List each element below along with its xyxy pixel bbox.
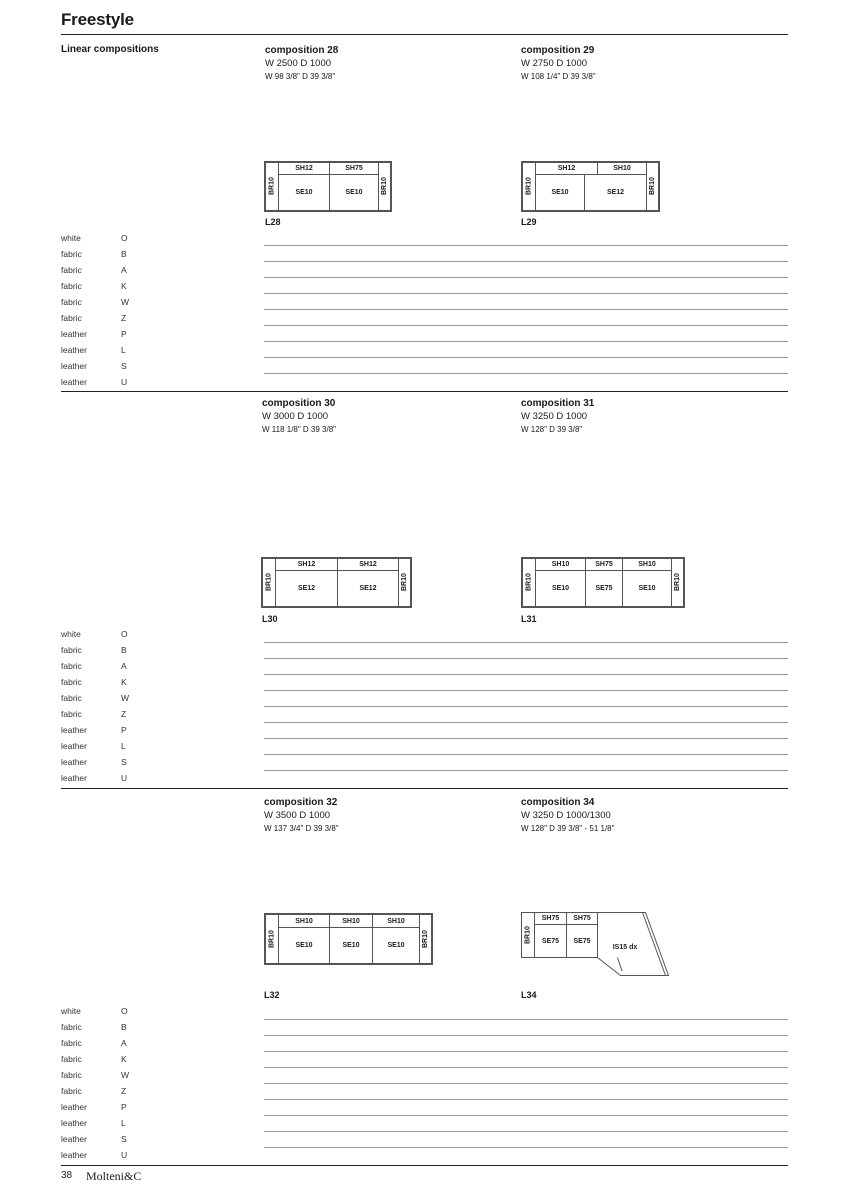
finish-code: Z (121, 313, 127, 323)
composition-imperial: W 108 1/4" D 39 3/8" (521, 72, 596, 81)
finish-line (264, 277, 788, 278)
finish-code: O (121, 629, 128, 639)
composition-imperial: W 128" D 39 3/8" - 51 1/8" (521, 824, 615, 833)
finish-code: L (121, 1118, 126, 1128)
finish-line (264, 373, 788, 374)
finish-line (264, 245, 788, 246)
back-cushion: SH75 (329, 162, 379, 175)
seat-cushion: SE10 (372, 927, 420, 964)
finish-code: P (121, 725, 127, 735)
arm-left: BR10 (524, 926, 532, 944)
finish-material: fabric (61, 1070, 82, 1080)
composition-code: L34 (521, 990, 537, 1000)
block-rule (61, 391, 788, 392)
composition-metric: W 2500 D 1000 (265, 58, 332, 69)
composition-34-info (521, 796, 614, 835)
finish-code: O (121, 233, 128, 243)
block-rule (61, 788, 788, 789)
composition-name: composition 32 (264, 797, 338, 808)
finish-line (264, 309, 788, 310)
finish-code: A (121, 265, 127, 275)
composition-name: composition 30 (262, 398, 336, 409)
back-cushion: SH10 (535, 558, 586, 571)
composition-imperial: W 118 1/8" D 39 3/8" (262, 425, 337, 434)
seat-cushion: SE75 (541, 937, 560, 945)
composition-metric: W 2750 D 1000 (521, 58, 588, 69)
finish-line (264, 674, 788, 675)
finish-line (264, 738, 788, 739)
finish-material: leather (61, 725, 87, 735)
finish-material: fabric (61, 677, 82, 687)
finish-line (264, 1147, 788, 1148)
composition-code: L30 (262, 614, 278, 624)
finish-code: L (121, 345, 126, 355)
seat-cushion: SE12 (337, 570, 399, 607)
finish-material: leather (61, 1118, 87, 1128)
composition-imperial: W 137 3/4" D 39 3/8" (264, 824, 339, 833)
finish-line (264, 1067, 788, 1068)
back-cushion: SH10 (329, 914, 373, 928)
arm-left: BR10 (522, 558, 536, 607)
finish-line (264, 293, 788, 294)
finish-code: P (121, 1102, 127, 1112)
finish-line (264, 690, 788, 691)
finish-code: K (121, 1054, 127, 1064)
finish-material: leather (61, 361, 87, 371)
finish-line (264, 754, 788, 755)
seat-cushion: SE10 (535, 174, 585, 211)
finish-line (264, 261, 788, 262)
composition-name: composition 34 (521, 797, 595, 808)
finish-line (264, 1131, 788, 1132)
diagram-l34 (521, 912, 671, 978)
back-cushion: SH12 (535, 162, 598, 175)
finish-code: B (121, 1022, 127, 1032)
arm-right: BR10 (419, 914, 432, 964)
finish-code: U (121, 377, 128, 387)
composition-imperial: W 128" D 39 3/8" (521, 425, 583, 434)
finish-code: Z (121, 709, 127, 719)
finish-line (264, 706, 788, 707)
back-cushion: SH10 (597, 162, 647, 175)
composition-name: composition 31 (521, 398, 595, 409)
back-cushion: SH10 (372, 914, 420, 928)
finish-code: Z (121, 1086, 127, 1096)
seat-cushion: SE12 (584, 174, 647, 211)
finish-code: B (121, 249, 127, 259)
composition-code: L29 (521, 217, 537, 227)
composition-metric: W 3250 D 1000 (521, 411, 588, 422)
finish-line (264, 341, 788, 342)
seat-cushion: SE10 (535, 570, 586, 607)
back-cushion: SH10 (622, 558, 672, 571)
finish-material: fabric (61, 313, 82, 323)
finish-line (264, 770, 788, 771)
finish-material: fabric (61, 1086, 82, 1096)
finish-code: A (121, 661, 127, 671)
seat-cushion: SE10 (622, 570, 672, 607)
brand-logo: Molteni&C (86, 1169, 142, 1183)
arm-left: BR10 (522, 162, 536, 211)
seat-cushion: SE12 (275, 570, 338, 607)
finish-material: fabric (61, 1022, 82, 1032)
seat-cushion: SE10 (329, 174, 379, 211)
arm-left: BR10 (265, 914, 279, 964)
back-cushion: SH12 (278, 162, 330, 175)
finish-line (264, 1115, 788, 1116)
finish-material: fabric (61, 1038, 82, 1048)
finish-material: fabric (61, 1054, 82, 1064)
finish-line (264, 722, 788, 723)
composition-32-info (264, 796, 339, 835)
page-title: Freestyle (61, 10, 134, 29)
composition-code: L32 (264, 990, 280, 1000)
end-unit: IS15 dx (612, 943, 638, 951)
finish-line (264, 357, 788, 358)
finish-material: leather (61, 741, 87, 751)
back-cushion: SH12 (337, 558, 399, 571)
seat-cushion: SE10 (278, 927, 330, 964)
finish-material: leather (61, 1150, 87, 1160)
finish-material: fabric (61, 645, 82, 655)
finish-material: leather (61, 329, 87, 339)
diagram-l30 (261, 557, 412, 608)
finish-code: S (121, 1134, 127, 1144)
seat-cushion: SE10 (278, 174, 330, 211)
finish-code: A (121, 1038, 127, 1048)
finish-line (264, 1019, 788, 1020)
composition-name: composition 28 (265, 45, 339, 56)
finish-material: white (61, 233, 81, 243)
diagram-l29 (521, 161, 660, 212)
finish-line (264, 1083, 788, 1084)
back-cushion: SH10 (278, 914, 330, 928)
arm-right: BR10 (671, 558, 684, 607)
composition-code: L28 (265, 217, 281, 227)
finish-code: W (121, 1070, 130, 1080)
finish-code: B (121, 645, 127, 655)
footer-rule (61, 1165, 788, 1166)
composition-30-info (262, 397, 336, 436)
finish-material: fabric (61, 693, 82, 703)
finish-material: leather (61, 377, 87, 387)
finish-material: leather (61, 757, 87, 767)
finish-line (264, 325, 788, 326)
finish-material: fabric (61, 265, 82, 275)
finish-material: leather (61, 773, 87, 783)
section-label: Linear compositions (61, 44, 159, 55)
back-cushion: SH75 (585, 558, 623, 571)
finish-material: leather (61, 1102, 87, 1112)
composition-29-info (521, 44, 596, 83)
composition-28-info (265, 44, 338, 83)
header-rule (61, 34, 788, 35)
finish-code: L (121, 741, 126, 751)
arm-right: BR10 (378, 162, 391, 211)
arm-right: BR10 (646, 162, 659, 211)
diagram-l32 (264, 913, 433, 965)
finish-material: leather (61, 1134, 87, 1144)
finish-material: fabric (61, 661, 82, 671)
composition-code: L31 (521, 614, 537, 624)
finish-line (264, 1035, 788, 1036)
page-number: 38 (61, 1170, 73, 1181)
finish-code: P (121, 329, 127, 339)
composition-imperial: W 98 3/8" D 39 3/8" (265, 72, 336, 81)
finish-code: S (121, 757, 127, 767)
finish-line (264, 1099, 788, 1100)
diagram-l28 (264, 161, 392, 212)
seat-cushion: SE75 (573, 937, 591, 945)
arm-left: BR10 (265, 162, 279, 211)
seat-cushion: SE75 (585, 570, 623, 607)
back-cushion: SH75 (573, 915, 591, 922)
finish-code: K (121, 281, 127, 291)
finish-material: white (61, 629, 81, 639)
finish-code: S (121, 361, 127, 371)
arm-left: BR10 (262, 558, 276, 607)
arm-right: BR10 (398, 558, 411, 607)
finish-line (264, 658, 788, 659)
composition-name: composition 29 (521, 45, 595, 56)
finish-material: leather (61, 345, 87, 355)
finish-line (264, 642, 788, 643)
composition-metric: W 3000 D 1000 (262, 411, 329, 422)
finish-material: fabric (61, 281, 82, 291)
diagram-l31 (521, 557, 685, 608)
finish-material: fabric (61, 297, 82, 307)
back-cushion: SH12 (275, 558, 338, 571)
composition-metric: W 3500 D 1000 (264, 810, 331, 821)
finish-material: white (61, 1006, 81, 1016)
finish-code: W (121, 693, 130, 703)
finish-material: fabric (61, 249, 82, 259)
seat-cushion: SE10 (329, 927, 373, 964)
finish-code: U (121, 1150, 128, 1160)
finish-code: W (121, 297, 130, 307)
finish-code: O (121, 1006, 128, 1016)
composition-31-info (521, 397, 594, 436)
back-cushion: SH75 (541, 915, 560, 922)
finish-material: fabric (61, 709, 82, 719)
finish-code: K (121, 677, 127, 687)
finish-line (264, 1051, 788, 1052)
composition-metric: W 3250 D 1000/1300 (521, 810, 611, 821)
finish-code: U (121, 773, 128, 783)
